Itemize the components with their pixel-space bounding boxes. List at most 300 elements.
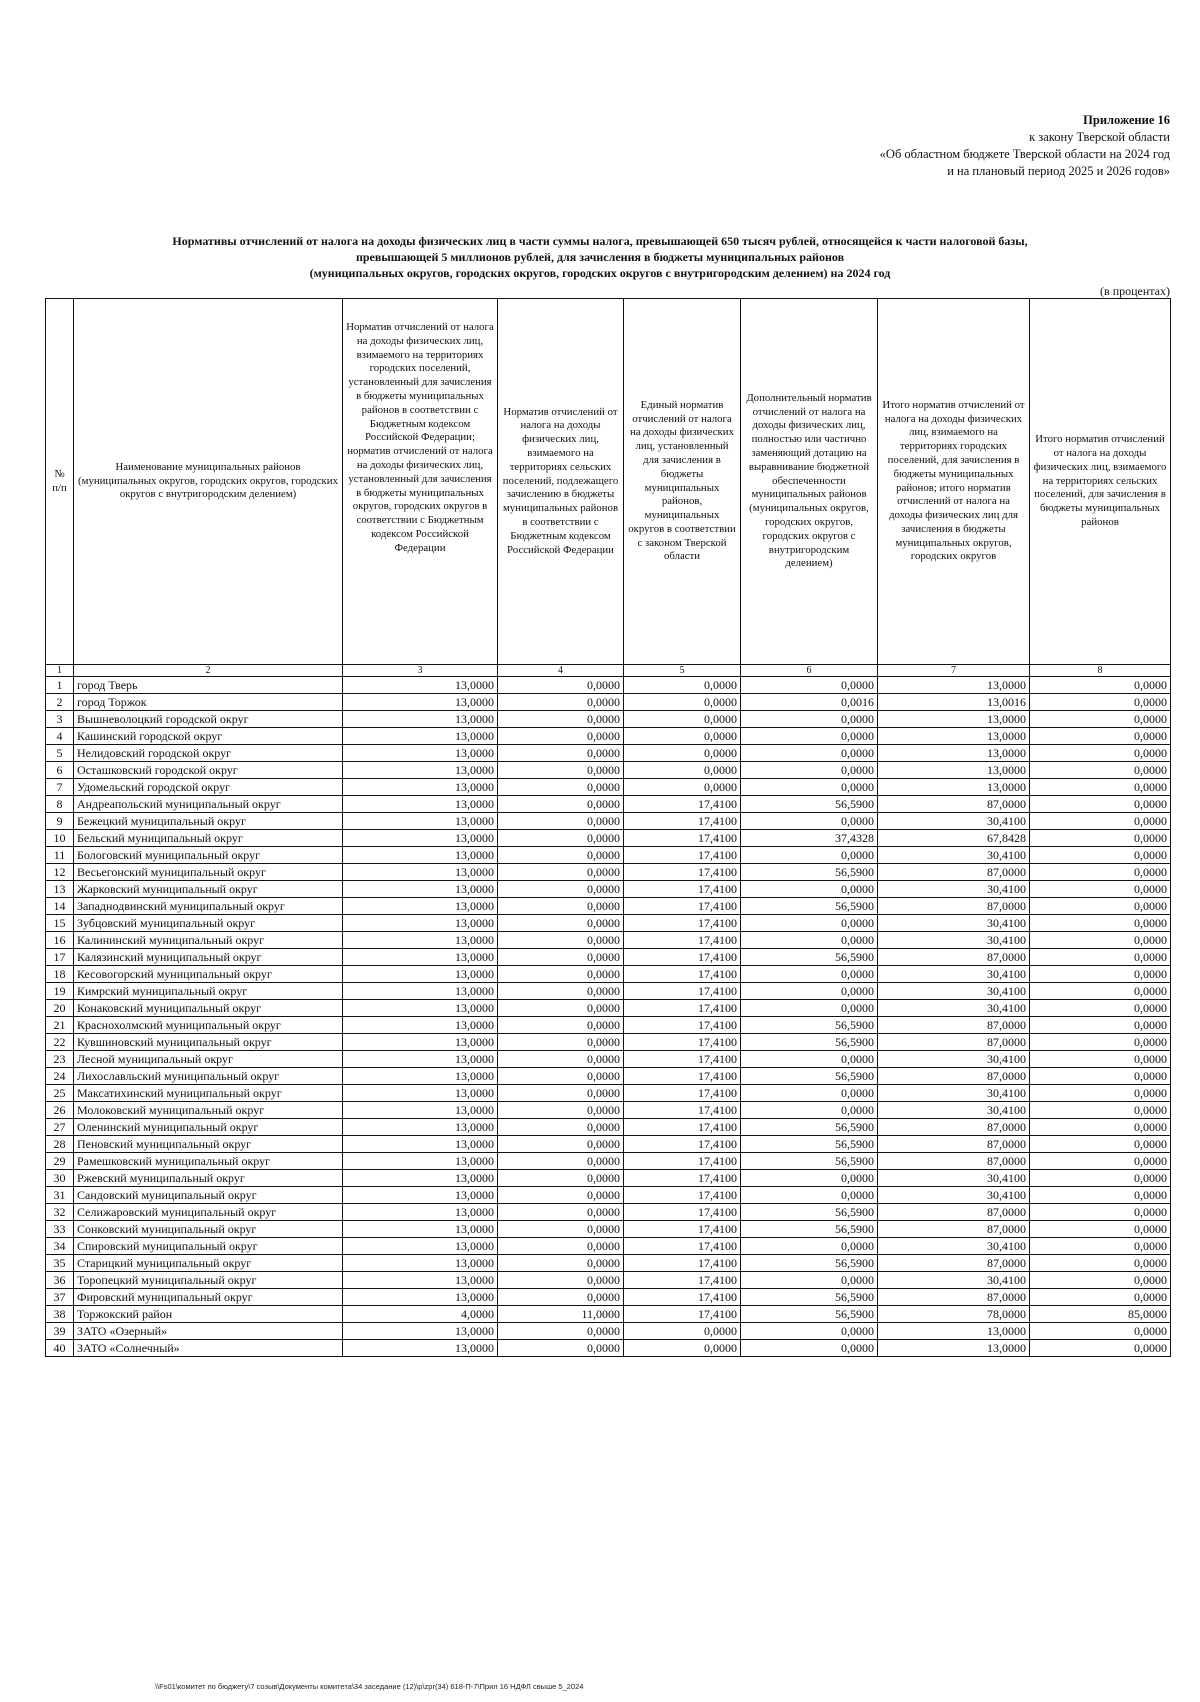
rural-normative-cell: 0,0000 xyxy=(498,1068,624,1085)
total-urban-cell: 87,0000 xyxy=(878,796,1030,813)
municipality-name: Спировский муниципальный округ xyxy=(74,1238,343,1255)
municipality-name: Нелидовский городской округ xyxy=(74,745,343,762)
additional-normative-cell: 0,0000 xyxy=(741,1000,878,1017)
additional-normative-cell: 37,4328 xyxy=(741,830,878,847)
table-row xyxy=(46,1187,1171,1204)
unified-normative-cell: 17,4100 xyxy=(624,932,741,949)
urban-normative-cell: 13,0000 xyxy=(343,728,498,745)
row-number: 26 xyxy=(46,1102,74,1119)
column-number: 1 xyxy=(46,665,74,677)
additional-normative-cell: 56,5900 xyxy=(741,1306,878,1323)
row-number: 34 xyxy=(46,1238,74,1255)
urban-normative-cell: 13,0000 xyxy=(343,796,498,813)
urban-normative-cell: 13,0000 xyxy=(343,898,498,915)
table-row xyxy=(46,1255,1171,1272)
total-rural-cell: 0,0000 xyxy=(1030,1051,1171,1068)
additional-normative-cell: 0,0000 xyxy=(741,932,878,949)
unified-normative-cell: 17,4100 xyxy=(624,1170,741,1187)
table-row xyxy=(46,966,1171,983)
rural-normative-cell: 0,0000 xyxy=(498,711,624,728)
additional-normative-cell: 0,0000 xyxy=(741,847,878,864)
additional-normative-cell: 56,5900 xyxy=(741,949,878,966)
row-number: 40 xyxy=(46,1340,74,1357)
table-row xyxy=(46,915,1171,932)
row-number: 35 xyxy=(46,1255,74,1272)
rural-normative-cell: 0,0000 xyxy=(498,1340,624,1357)
additional-normative-cell: 0,0000 xyxy=(741,677,878,694)
total-urban-cell: 30,4100 xyxy=(878,881,1030,898)
total-rural-cell: 0,0000 xyxy=(1030,745,1171,762)
urban-normative-cell: 13,0000 xyxy=(343,813,498,830)
total-urban-cell: 78,0000 xyxy=(878,1306,1030,1323)
appendix-line: «Об областном бюджете Тверской области на 2024 год xyxy=(879,147,1170,161)
table-row xyxy=(46,728,1171,745)
table-row xyxy=(46,745,1171,762)
additional-normative-cell: 0,0000 xyxy=(741,1085,878,1102)
table-row xyxy=(46,1238,1171,1255)
unified-normative-cell: 0,0000 xyxy=(624,694,741,711)
additional-normative-cell: 0,0016 xyxy=(741,694,878,711)
municipality-name: Удомельский городской округ xyxy=(74,779,343,796)
rural-normative-cell: 0,0000 xyxy=(498,1187,624,1204)
table-row xyxy=(46,711,1171,728)
total-rural-cell: 0,0000 xyxy=(1030,881,1171,898)
unified-normative-cell: 0,0000 xyxy=(624,779,741,796)
total-urban-cell: 87,0000 xyxy=(878,1255,1030,1272)
urban-normative-cell: 13,0000 xyxy=(343,1187,498,1204)
urban-normative-cell: 13,0000 xyxy=(343,1221,498,1238)
total-urban-cell: 13,0000 xyxy=(878,745,1030,762)
total-rural-cell: 0,0000 xyxy=(1030,762,1171,779)
urban-normative-cell: 13,0000 xyxy=(343,677,498,694)
additional-normative-cell: 56,5900 xyxy=(741,1034,878,1051)
municipality-name: Краснохолмский муниципальный округ xyxy=(74,1017,343,1034)
row-number: 21 xyxy=(46,1017,74,1034)
unified-normative-cell: 17,4100 xyxy=(624,1306,741,1323)
additional-normative-cell: 0,0000 xyxy=(741,1238,878,1255)
table-header-row xyxy=(46,299,1171,665)
units-note: (в процентах) xyxy=(1100,284,1170,298)
header-unified-normative: Единый норматив отчислений от налога на доходы физических лиц, установленный для зачисления в бюджеты муниципальных районов, муниципальных округов в соответствии с законом Тверской области xyxy=(624,299,741,665)
additional-normative-cell: 56,5900 xyxy=(741,898,878,915)
total-urban-cell: 13,0000 xyxy=(878,677,1030,694)
total-urban-cell: 87,0000 xyxy=(878,1153,1030,1170)
table-row xyxy=(46,1068,1171,1085)
total-urban-cell: 30,4100 xyxy=(878,1102,1030,1119)
total-rural-cell: 0,0000 xyxy=(1030,711,1171,728)
rural-normative-cell: 0,0000 xyxy=(498,1085,624,1102)
total-rural-cell: 0,0000 xyxy=(1030,1034,1171,1051)
unified-normative-cell: 17,4100 xyxy=(624,1238,741,1255)
municipality-name: Конаковский муниципальный округ xyxy=(74,1000,343,1017)
urban-normative-cell: 13,0000 xyxy=(343,1068,498,1085)
total-urban-cell: 87,0000 xyxy=(878,1221,1030,1238)
total-urban-cell: 13,0000 xyxy=(878,762,1030,779)
total-urban-cell: 30,4100 xyxy=(878,1272,1030,1289)
additional-normative-cell: 56,5900 xyxy=(741,1136,878,1153)
unified-normative-cell: 0,0000 xyxy=(624,1340,741,1357)
column-number-row xyxy=(46,665,1171,677)
table-row xyxy=(46,1340,1171,1357)
urban-normative-cell: 13,0000 xyxy=(343,847,498,864)
column-number: 6 xyxy=(741,665,878,677)
document-title-line: Нормативы отчислений от налога на доходы физических лиц в части суммы налога, превышающей 650 тысяч рублей, относящейся к части налоговой базы, xyxy=(172,234,1028,248)
municipality-name: Сонковский муниципальный округ xyxy=(74,1221,343,1238)
urban-normative-cell: 13,0000 xyxy=(343,881,498,898)
municipality-name: город Торжок xyxy=(74,694,343,711)
row-number: 30 xyxy=(46,1170,74,1187)
total-rural-cell: 0,0000 xyxy=(1030,1221,1171,1238)
row-number: 28 xyxy=(46,1136,74,1153)
unified-normative-cell: 0,0000 xyxy=(624,762,741,779)
row-number: 31 xyxy=(46,1187,74,1204)
urban-normative-cell: 13,0000 xyxy=(343,966,498,983)
unified-normative-cell: 17,4100 xyxy=(624,1136,741,1153)
unified-normative-cell: 17,4100 xyxy=(624,1255,741,1272)
appendix-header xyxy=(880,112,1170,180)
urban-normative-cell: 13,0000 xyxy=(343,1289,498,1306)
rural-normative-cell: 0,0000 xyxy=(498,1034,624,1051)
urban-normative-cell: 13,0000 xyxy=(343,915,498,932)
additional-normative-cell: 0,0000 xyxy=(741,779,878,796)
total-urban-cell: 87,0000 xyxy=(878,1119,1030,1136)
rural-normative-cell: 0,0000 xyxy=(498,1323,624,1340)
rural-normative-cell: 0,0000 xyxy=(498,898,624,915)
total-urban-cell: 13,0000 xyxy=(878,779,1030,796)
additional-normative-cell: 0,0000 xyxy=(741,1102,878,1119)
municipality-name: Осташковский городской округ xyxy=(74,762,343,779)
total-urban-cell: 30,4100 xyxy=(878,932,1030,949)
municipality-name: Лесной муниципальный округ xyxy=(74,1051,343,1068)
municipality-name: Бежецкий муниципальный округ xyxy=(74,813,343,830)
urban-normative-cell: 13,0000 xyxy=(343,983,498,1000)
total-urban-cell: 30,4100 xyxy=(878,1000,1030,1017)
urban-normative-cell: 13,0000 xyxy=(343,1102,498,1119)
unified-normative-cell: 17,4100 xyxy=(624,898,741,915)
table-row xyxy=(46,813,1171,830)
unified-normative-cell: 17,4100 xyxy=(624,1068,741,1085)
total-rural-cell: 0,0000 xyxy=(1030,864,1171,881)
urban-normative-cell: 13,0000 xyxy=(343,1170,498,1187)
total-urban-cell: 30,4100 xyxy=(878,1085,1030,1102)
total-rural-cell: 0,0000 xyxy=(1030,1085,1171,1102)
urban-normative-cell: 13,0000 xyxy=(343,1153,498,1170)
additional-normative-cell: 0,0000 xyxy=(741,915,878,932)
row-number: 29 xyxy=(46,1153,74,1170)
rural-normative-cell: 0,0000 xyxy=(498,1136,624,1153)
row-number: 39 xyxy=(46,1323,74,1340)
table-row xyxy=(46,864,1171,881)
row-number: 33 xyxy=(46,1221,74,1238)
rural-normative-cell: 0,0000 xyxy=(498,864,624,881)
total-rural-cell: 0,0000 xyxy=(1030,1170,1171,1187)
municipality-name: Молоковский муниципальный округ xyxy=(74,1102,343,1119)
header-rural-settlements-normative: Норматив отчислений от налога на доходы физических лиц, взимаемого на территориях сельских поселений, подлежащего зачислению в бюджеты муниципальных районов в соответствии с Бюджетным кодексом Российской Федерации xyxy=(498,299,624,665)
appendix-line: к закону Тверской области xyxy=(1029,130,1170,144)
municipality-name: Торжокский район xyxy=(74,1306,343,1323)
total-urban-cell: 30,4100 xyxy=(878,847,1030,864)
rural-normative-cell: 0,0000 xyxy=(498,1204,624,1221)
additional-normative-cell: 0,0000 xyxy=(741,1051,878,1068)
total-urban-cell: 30,4100 xyxy=(878,983,1030,1000)
table-row xyxy=(46,1000,1171,1017)
unified-normative-cell: 17,4100 xyxy=(624,1000,741,1017)
row-number: 5 xyxy=(46,745,74,762)
unified-normative-cell: 17,4100 xyxy=(624,1153,741,1170)
table-row xyxy=(46,1204,1171,1221)
row-number: 24 xyxy=(46,1068,74,1085)
urban-normative-cell: 13,0000 xyxy=(343,1017,498,1034)
rural-normative-cell: 0,0000 xyxy=(498,779,624,796)
unified-normative-cell: 17,4100 xyxy=(624,966,741,983)
total-rural-cell: 0,0000 xyxy=(1030,728,1171,745)
additional-normative-cell: 0,0000 xyxy=(741,711,878,728)
municipality-name: Андреапольский муниципальный округ xyxy=(74,796,343,813)
table-row xyxy=(46,1170,1171,1187)
unified-normative-cell: 17,4100 xyxy=(624,1221,741,1238)
total-urban-cell: 87,0000 xyxy=(878,1068,1030,1085)
normatives-table xyxy=(45,298,1171,1357)
total-urban-cell: 30,4100 xyxy=(878,966,1030,983)
urban-normative-cell: 13,0000 xyxy=(343,1255,498,1272)
urban-normative-cell: 13,0000 xyxy=(343,1119,498,1136)
municipality-name: Максатихинский муниципальный округ xyxy=(74,1085,343,1102)
appendix-line: и на плановый период 2025 и 2026 годов» xyxy=(947,164,1170,178)
additional-normative-cell: 0,0000 xyxy=(741,1170,878,1187)
table-row xyxy=(46,1085,1171,1102)
additional-normative-cell: 56,5900 xyxy=(741,1017,878,1034)
row-number: 9 xyxy=(46,813,74,830)
rural-normative-cell: 0,0000 xyxy=(498,983,624,1000)
header-additional-normative: Дополнительный норматив отчислений от налога на доходы физических лиц, полностью или частично заменяющий дотацию на выравнивание бюджетной обеспеченности муниципальных районов (муниципальных округов, городских округов, городских округов с внутригородским делением) xyxy=(741,299,878,665)
total-rural-cell: 0,0000 xyxy=(1030,1136,1171,1153)
table-row xyxy=(46,1051,1171,1068)
municipality-name: Весьегонский муниципальный округ xyxy=(74,864,343,881)
total-urban-cell: 30,4100 xyxy=(878,1170,1030,1187)
row-number: 10 xyxy=(46,830,74,847)
unified-normative-cell: 17,4100 xyxy=(624,1085,741,1102)
municipality-name: Сандовский муниципальный округ xyxy=(74,1187,343,1204)
municipality-name: город Тверь xyxy=(74,677,343,694)
total-rural-cell: 0,0000 xyxy=(1030,1119,1171,1136)
municipality-name: Вышневолоцкий городской округ xyxy=(74,711,343,728)
total-urban-cell: 13,0000 xyxy=(878,728,1030,745)
additional-normative-cell: 0,0000 xyxy=(741,966,878,983)
additional-normative-cell: 0,0000 xyxy=(741,1272,878,1289)
municipality-name: Кувшиновский муниципальный округ xyxy=(74,1034,343,1051)
rural-normative-cell: 0,0000 xyxy=(498,881,624,898)
total-urban-cell: 13,0000 xyxy=(878,711,1030,728)
row-number: 3 xyxy=(46,711,74,728)
additional-normative-cell: 0,0000 xyxy=(741,813,878,830)
column-number: 2 xyxy=(74,665,343,677)
urban-normative-cell: 13,0000 xyxy=(343,694,498,711)
total-rural-cell: 0,0000 xyxy=(1030,847,1171,864)
rural-normative-cell: 0,0000 xyxy=(498,966,624,983)
column-number: 3 xyxy=(343,665,498,677)
row-number: 17 xyxy=(46,949,74,966)
urban-normative-cell: 13,0000 xyxy=(343,1340,498,1357)
unified-normative-cell: 0,0000 xyxy=(624,728,741,745)
municipality-name: Кашинский городской округ xyxy=(74,728,343,745)
table-row xyxy=(46,677,1171,694)
additional-normative-cell: 56,5900 xyxy=(741,1119,878,1136)
additional-normative-cell: 0,0000 xyxy=(741,1323,878,1340)
total-urban-cell: 87,0000 xyxy=(878,1017,1030,1034)
table-row xyxy=(46,694,1171,711)
rural-normative-cell: 0,0000 xyxy=(498,1119,624,1136)
rural-normative-cell: 0,0000 xyxy=(498,915,624,932)
urban-normative-cell: 13,0000 xyxy=(343,864,498,881)
row-number: 6 xyxy=(46,762,74,779)
municipality-name: Рамешковский муниципальный округ xyxy=(74,1153,343,1170)
row-number: 18 xyxy=(46,966,74,983)
column-number: 8 xyxy=(1030,665,1171,677)
row-number: 1 xyxy=(46,677,74,694)
additional-normative-cell: 56,5900 xyxy=(741,1068,878,1085)
unified-normative-cell: 17,4100 xyxy=(624,813,741,830)
urban-normative-cell: 13,0000 xyxy=(343,1272,498,1289)
additional-normative-cell: 56,5900 xyxy=(741,1204,878,1221)
unified-normative-cell: 17,4100 xyxy=(624,915,741,932)
table-row xyxy=(46,1323,1171,1340)
row-number: 7 xyxy=(46,779,74,796)
rural-normative-cell: 0,0000 xyxy=(498,1000,624,1017)
total-urban-cell: 87,0000 xyxy=(878,1034,1030,1051)
total-rural-cell: 0,0000 xyxy=(1030,898,1171,915)
row-number: 15 xyxy=(46,915,74,932)
rural-normative-cell: 0,0000 xyxy=(498,1153,624,1170)
rural-normative-cell: 0,0000 xyxy=(498,932,624,949)
row-number: 36 xyxy=(46,1272,74,1289)
rural-normative-cell: 0,0000 xyxy=(498,813,624,830)
additional-normative-cell: 0,0000 xyxy=(741,745,878,762)
additional-normative-cell: 0,0000 xyxy=(741,762,878,779)
additional-normative-cell: 0,0000 xyxy=(741,728,878,745)
unified-normative-cell: 17,4100 xyxy=(624,796,741,813)
total-rural-cell: 0,0000 xyxy=(1030,779,1171,796)
rural-normative-cell: 0,0000 xyxy=(498,762,624,779)
total-rural-cell: 0,0000 xyxy=(1030,915,1171,932)
row-number: 13 xyxy=(46,881,74,898)
row-number: 19 xyxy=(46,983,74,1000)
urban-normative-cell: 13,0000 xyxy=(343,1051,498,1068)
unified-normative-cell: 0,0000 xyxy=(624,677,741,694)
municipality-name: Ржевский муниципальный округ xyxy=(74,1170,343,1187)
row-number: 8 xyxy=(46,796,74,813)
total-rural-cell: 0,0000 xyxy=(1030,677,1171,694)
total-rural-cell: 0,0000 xyxy=(1030,983,1171,1000)
table-row xyxy=(46,1017,1171,1034)
urban-normative-cell: 13,0000 xyxy=(343,1238,498,1255)
municipality-name: Калининский муниципальный округ xyxy=(74,932,343,949)
table-row xyxy=(46,1221,1171,1238)
total-urban-cell: 30,4100 xyxy=(878,813,1030,830)
total-rural-cell: 85,0000 xyxy=(1030,1306,1171,1323)
table-row xyxy=(46,1306,1171,1323)
municipality-name: Западнодвинский муниципальный округ xyxy=(74,898,343,915)
row-number: 22 xyxy=(46,1034,74,1051)
table-row xyxy=(46,847,1171,864)
table-row xyxy=(46,1136,1171,1153)
table-row xyxy=(46,1289,1171,1306)
header-municipality-name: Наименование муниципальных районов (муниципальных округов, городских округов, городских округов с внутригородским делением) xyxy=(74,299,343,665)
row-number: 23 xyxy=(46,1051,74,1068)
total-urban-cell: 67,8428 xyxy=(878,830,1030,847)
rural-normative-cell: 0,0000 xyxy=(498,949,624,966)
unified-normative-cell: 17,4100 xyxy=(624,1289,741,1306)
table-row xyxy=(46,949,1171,966)
municipality-name: Лихославльский муниципальный округ xyxy=(74,1068,343,1085)
table-row xyxy=(46,1102,1171,1119)
urban-normative-cell: 4,0000 xyxy=(343,1306,498,1323)
row-number: 27 xyxy=(46,1119,74,1136)
additional-normative-cell: 56,5900 xyxy=(741,1153,878,1170)
total-urban-cell: 87,0000 xyxy=(878,1136,1030,1153)
total-rural-cell: 0,0000 xyxy=(1030,966,1171,983)
urban-normative-cell: 13,0000 xyxy=(343,711,498,728)
rural-normative-cell: 0,0000 xyxy=(498,1170,624,1187)
municipality-name: Фировский муниципальный округ xyxy=(74,1289,343,1306)
total-rural-cell: 0,0000 xyxy=(1030,1102,1171,1119)
rural-normative-cell: 0,0000 xyxy=(498,1238,624,1255)
municipality-name: Пеновский муниципальный округ xyxy=(74,1136,343,1153)
urban-normative-cell: 13,0000 xyxy=(343,949,498,966)
row-number: 20 xyxy=(46,1000,74,1017)
header-urban-settlements-normative: Норматив отчислений от налога на доходы физических лиц, взимаемого на территориях городских поселений, установленный для зачисления в бюджеты муниципальных районов в соответствии с Бюджетным кодексом Российской Федерации; норматив отчислений от налога на доходы физических лиц, установленный для зачисления в бюджеты муниципальных округов, городских округов в соответствии с Бюджетным кодексом Российской Федерации xyxy=(343,299,498,665)
unified-normative-cell: 17,4100 xyxy=(624,949,741,966)
municipality-name: Калязинский муниципальный округ xyxy=(74,949,343,966)
total-rural-cell: 0,0000 xyxy=(1030,1017,1171,1034)
unified-normative-cell: 17,4100 xyxy=(624,1051,741,1068)
unified-normative-cell: 0,0000 xyxy=(624,1323,741,1340)
unified-normative-cell: 17,4100 xyxy=(624,1034,741,1051)
total-urban-cell: 30,4100 xyxy=(878,1238,1030,1255)
header-number: № п/п xyxy=(46,299,74,665)
column-number: 5 xyxy=(624,665,741,677)
total-rural-cell: 0,0000 xyxy=(1030,1153,1171,1170)
additional-normative-cell: 0,0000 xyxy=(741,1340,878,1357)
urban-normative-cell: 13,0000 xyxy=(343,1136,498,1153)
total-rural-cell: 0,0000 xyxy=(1030,949,1171,966)
total-rural-cell: 0,0000 xyxy=(1030,1000,1171,1017)
total-rural-cell: 0,0000 xyxy=(1030,1289,1171,1306)
unified-normative-cell: 0,0000 xyxy=(624,745,741,762)
appendix-title: Приложение 16 xyxy=(1083,113,1170,127)
table-row xyxy=(46,932,1171,949)
total-urban-cell: 13,0000 xyxy=(878,1323,1030,1340)
urban-normative-cell: 13,0000 xyxy=(343,779,498,796)
table-row xyxy=(46,1272,1171,1289)
rural-normative-cell: 0,0000 xyxy=(498,745,624,762)
additional-normative-cell: 56,5900 xyxy=(741,864,878,881)
total-rural-cell: 0,0000 xyxy=(1030,1340,1171,1357)
rural-normative-cell: 0,0000 xyxy=(498,1017,624,1034)
total-rural-cell: 0,0000 xyxy=(1030,932,1171,949)
table-row xyxy=(46,881,1171,898)
table-row xyxy=(46,830,1171,847)
total-rural-cell: 0,0000 xyxy=(1030,1187,1171,1204)
unified-normative-cell: 17,4100 xyxy=(624,1017,741,1034)
municipality-name: Кесовогорский муниципальный округ xyxy=(74,966,343,983)
municipality-name: Кимрский муниципальный округ xyxy=(74,983,343,1000)
total-rural-cell: 0,0000 xyxy=(1030,1272,1171,1289)
municipality-name: Селижаровский муниципальный округ xyxy=(74,1204,343,1221)
additional-normative-cell: 56,5900 xyxy=(741,1221,878,1238)
total-urban-cell: 13,0000 xyxy=(878,1340,1030,1357)
municipality-name: ЗАТО «Солнечный» xyxy=(74,1340,343,1357)
unified-normative-cell: 17,4100 xyxy=(624,881,741,898)
